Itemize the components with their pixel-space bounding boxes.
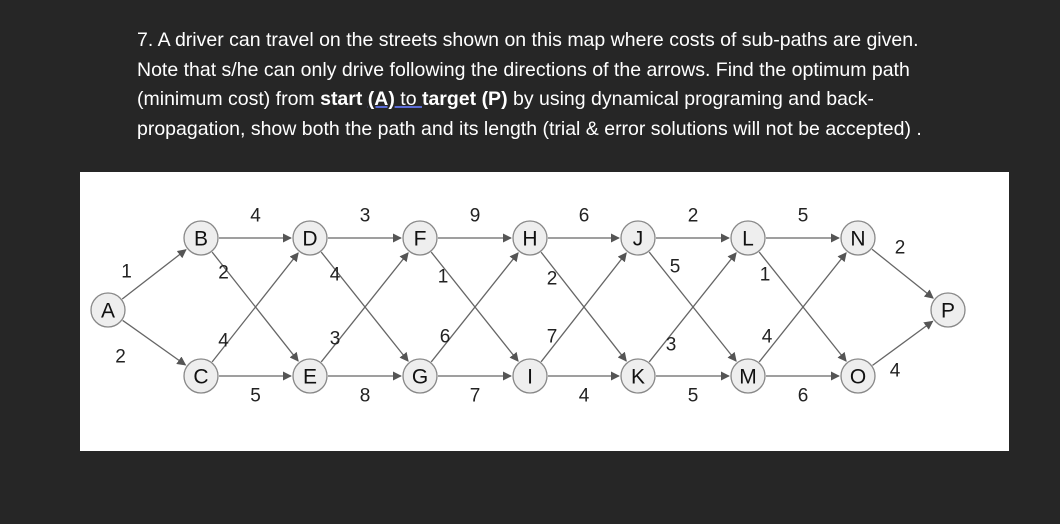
node-label-J: J (632, 227, 644, 251)
edge-weight-E-G: 8 (359, 385, 371, 407)
start-node-ref: (A) (367, 88, 395, 110)
start-label: start (320, 88, 368, 110)
node-label-D: D (302, 227, 318, 251)
edge-weight-I-J: 7 (546, 326, 558, 348)
node-O (841, 359, 875, 393)
node-label-K: K (630, 365, 646, 389)
question-line-3-mid: to (394, 88, 422, 110)
edge-weight-E-F: 3 (329, 328, 341, 350)
question-line-3 (137, 85, 1037, 115)
node-H (513, 221, 547, 255)
node-J (621, 221, 655, 255)
edge-weight-H-J: 6 (578, 205, 590, 227)
node-label-G: G (411, 365, 429, 389)
question-line-1: 7. A driver can travel on the streets shown on this map where costs of sub-paths are given. (137, 29, 919, 51)
edge-A-C (123, 320, 186, 365)
graph-figure (80, 172, 1009, 451)
question-text (137, 26, 1037, 144)
edge-weight-D-F: 3 (359, 205, 371, 227)
node-L (731, 221, 765, 255)
graph-diagram (80, 172, 1009, 451)
edge-weight-O-P: 4 (889, 360, 901, 382)
edge-weight-N-P: 2 (894, 237, 906, 259)
node-label-I: I (527, 365, 533, 389)
node-N (841, 221, 875, 255)
edge-weight-A-C: 2 (115, 346, 126, 368)
node-label-A: A (100, 299, 116, 323)
edge-weight-H-K: 2 (546, 268, 558, 290)
question-line-4: propagation, show both the path and its length (trial & error solutions will not be accepted) . (137, 117, 922, 140)
edge-weight-K-M: 5 (687, 385, 699, 407)
edge-weight-G-I: 7 (469, 385, 481, 407)
edge-O-P (873, 321, 933, 365)
node-E (293, 359, 327, 393)
node-label-P: P (940, 299, 956, 323)
node-label-H: H (522, 227, 538, 251)
edge-weight-I-K: 4 (578, 385, 590, 407)
edge-weight-K-L: 3 (665, 334, 677, 356)
edge-weight-D-G: 4 (329, 264, 341, 286)
edge-weight-C-D: 4 (218, 330, 229, 352)
node-I (513, 359, 547, 393)
node-A (91, 293, 125, 327)
node-F (403, 221, 437, 255)
target-label: target (P) (421, 88, 508, 110)
node-label-C: C (193, 365, 209, 389)
node-P (931, 293, 965, 327)
node-label-E: E (302, 365, 318, 389)
edge-weight-A-B: 1 (121, 261, 132, 283)
node-D (293, 221, 327, 255)
node-label-L: L (742, 227, 754, 251)
question-line-2: Note that s/he can only drive following the directions of the arrows. Find the optimum path (137, 58, 910, 81)
edge-weight-L-N: 5 (797, 205, 809, 227)
node-label-M: M (739, 365, 757, 389)
edge-weight-G-H: 6 (439, 326, 451, 348)
node-label-O: O (849, 365, 867, 389)
edge-weight-J-M: 5 (669, 256, 681, 278)
edge-weight-J-L: 2 (687, 205, 699, 227)
edge-weight-C-E: 5 (250, 385, 261, 407)
edge-weight-M-O: 6 (797, 385, 809, 407)
edge-weight-B-E: 2 (218, 262, 229, 284)
node-label-B: B (193, 227, 209, 251)
node-M (731, 359, 765, 393)
edge-weight-B-D: 4 (250, 205, 261, 227)
node-label-N: N (850, 227, 866, 251)
edge-weight-L-O: 1 (759, 264, 771, 286)
node-K (621, 359, 655, 393)
question-line-3-post: by using dynamical programing and back- (507, 88, 874, 110)
node-C (184, 359, 218, 393)
question-line-3-pre: (minimum cost) from (137, 88, 321, 110)
node-G (403, 359, 437, 393)
node-label-F: F (413, 227, 427, 251)
edge-weight-F-I: 1 (437, 266, 449, 288)
edge-weight-M-N: 4 (761, 326, 773, 348)
node-B (184, 221, 218, 255)
edge-weight-F-H: 9 (469, 205, 481, 227)
